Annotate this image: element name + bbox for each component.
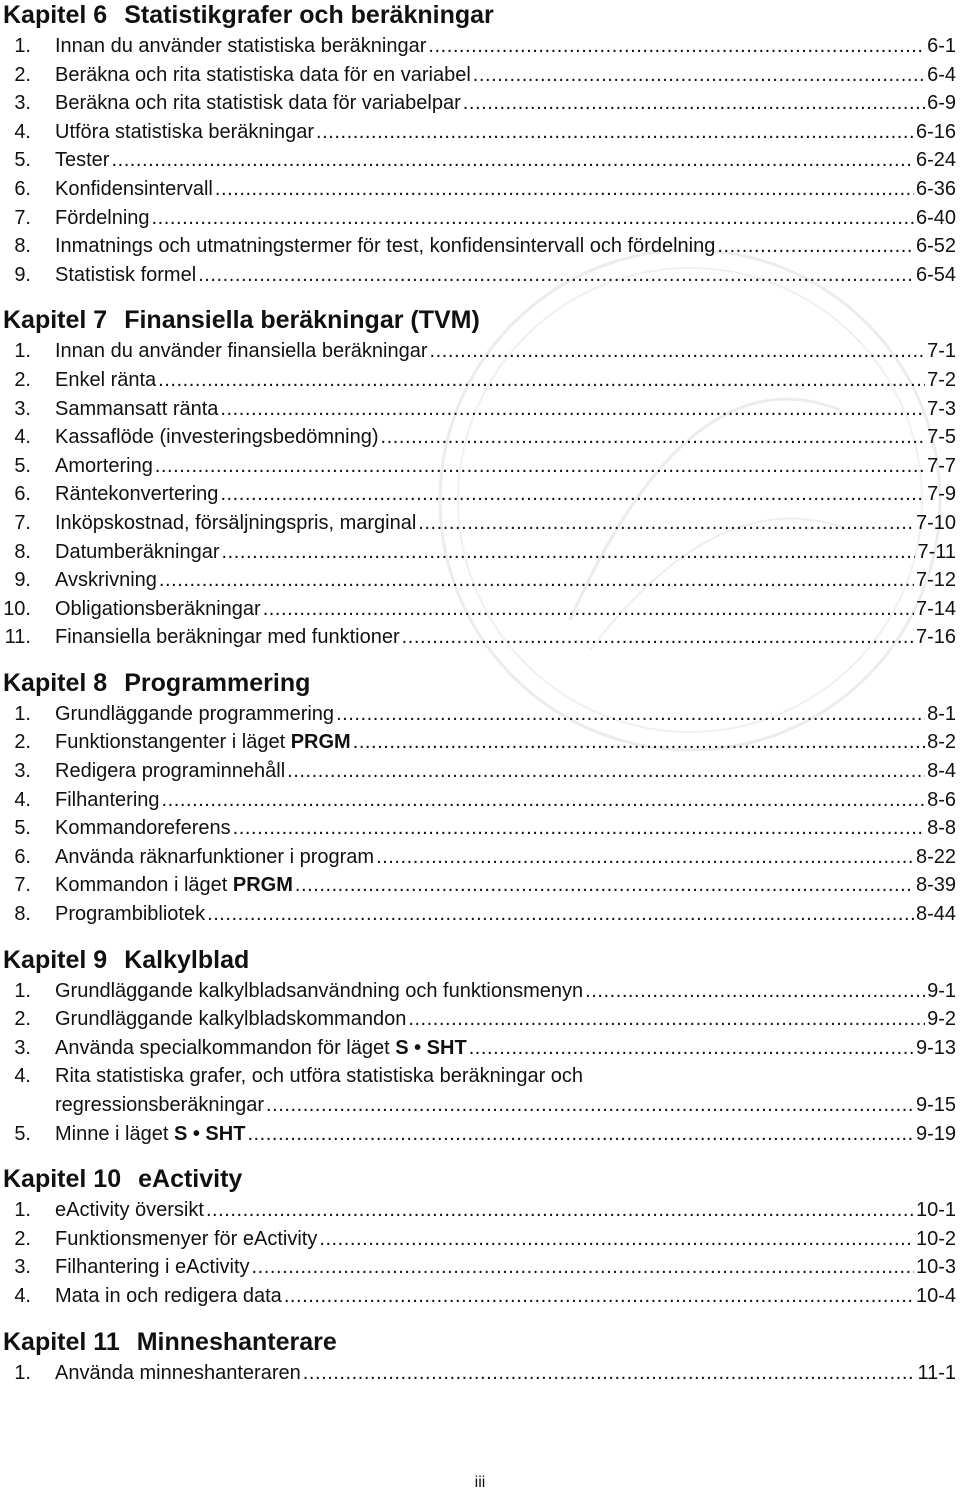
toc-entry[interactable] xyxy=(3,337,956,366)
dot-leader xyxy=(152,204,914,233)
entry-number: 8. xyxy=(14,903,31,926)
toc-entry[interactable] xyxy=(3,728,956,757)
chapter-section xyxy=(3,1164,956,1310)
toc-entry[interactable] xyxy=(3,261,956,290)
dot-leader xyxy=(220,395,925,424)
entry-page-number: 8-44 xyxy=(915,903,956,926)
entry-title xyxy=(55,1120,245,1149)
entry-page-number: 6-4 xyxy=(927,63,956,86)
dot-leader xyxy=(284,1282,914,1311)
entry-number: 11. xyxy=(4,626,31,649)
entry-page-number: 11-1 xyxy=(917,1361,956,1384)
entry-number: 8. xyxy=(14,540,31,563)
entry-number: 1. xyxy=(14,702,31,725)
entry-title-text: Beräkna och rita statistiska data för en variabel xyxy=(55,63,471,86)
entry-title xyxy=(55,61,471,90)
entry-number: 3. xyxy=(14,1036,31,1059)
chapter-section xyxy=(3,1327,956,1388)
entry-page-number: 6-54 xyxy=(915,263,956,286)
entry-page-number: 9-19 xyxy=(915,1122,956,1145)
entry-title xyxy=(55,1282,282,1311)
entry-title-text: Filhantering xyxy=(55,788,160,811)
entry-title xyxy=(55,1359,301,1388)
entry-number: 2. xyxy=(14,368,31,391)
dot-leader xyxy=(353,728,925,757)
toc-entry[interactable] xyxy=(3,61,956,90)
entry-number: 2. xyxy=(14,1008,31,1031)
entry-title-text: Funktionsmenyer för eActivity xyxy=(55,1227,318,1250)
entry-number: 3. xyxy=(14,1256,31,1279)
chapter-number: Kapitel 6 xyxy=(3,1,108,29)
entry-title-text: Kommandon i läget xyxy=(55,874,233,897)
entry-page-number: 6-16 xyxy=(915,120,956,143)
entry-title-text: eActivity översikt xyxy=(55,1199,204,1222)
entry-number: 5. xyxy=(14,454,31,477)
entry-title xyxy=(55,623,400,652)
dot-leader xyxy=(402,623,914,652)
entry-title xyxy=(55,1034,467,1063)
entry-number: 9. xyxy=(14,569,31,592)
toc-entry[interactable] xyxy=(3,452,956,481)
entry-number: 8. xyxy=(14,235,31,258)
entry-title-text: Innan du använder statistiska beräkningar xyxy=(55,35,427,57)
entry-page-number: 6-40 xyxy=(915,206,956,229)
entry-number: 4. xyxy=(14,120,31,143)
toc-entry[interactable] xyxy=(3,204,956,233)
entry-page-number: 7-3 xyxy=(927,397,956,420)
entry-page-number: 7-2 xyxy=(927,368,956,391)
entry-number: 2. xyxy=(14,63,31,86)
dot-leader xyxy=(155,452,925,481)
toc-entry[interactable] xyxy=(3,1253,956,1282)
chapter-heading xyxy=(3,0,956,30)
dot-leader xyxy=(159,566,914,595)
entry-number: 7. xyxy=(14,874,31,897)
entry-page-number: 6-36 xyxy=(915,177,956,200)
toc-entry[interactable] xyxy=(3,814,956,843)
entry-page-number: 7-16 xyxy=(915,626,956,649)
toc-entry[interactable] xyxy=(3,595,956,624)
entry-title-text: Innan du använder finansiella beräkningar xyxy=(55,340,428,363)
entry-title-continued: regressionsberäkningar xyxy=(55,1094,265,1116)
entry-title-text: Kassaflöde (investeringsbedömning) xyxy=(55,426,379,449)
entry-number: 2. xyxy=(14,731,31,754)
entry-title xyxy=(55,728,351,757)
entry-title xyxy=(55,1005,406,1034)
chapter-number: Kapitel 7 xyxy=(3,306,108,335)
entry-page-number: 7-9 xyxy=(927,483,956,506)
toc-entry[interactable] xyxy=(3,566,956,595)
entry-title xyxy=(55,538,220,567)
dot-leader xyxy=(287,757,925,786)
toc-entry[interactable] xyxy=(3,175,956,204)
entry-number: 3. xyxy=(14,397,31,420)
entry-number: 4. xyxy=(14,426,31,449)
entry-page-number: 8-1 xyxy=(927,702,956,725)
entry-number: 1. xyxy=(14,340,31,363)
dot-leader xyxy=(295,871,914,900)
entry-page-number: 6-24 xyxy=(915,149,956,172)
toc-entry[interactable] xyxy=(3,118,956,147)
entry-title xyxy=(55,977,583,1006)
dot-leader xyxy=(430,337,926,366)
entry-title xyxy=(55,1253,250,1282)
toc-entry[interactable] xyxy=(3,1359,956,1388)
dot-leader xyxy=(303,1359,916,1388)
entry-number: 9. xyxy=(14,263,31,286)
entry-title xyxy=(55,843,374,872)
dot-leader xyxy=(158,366,925,395)
entry-page-number: 7-5 xyxy=(927,426,956,449)
dot-leader xyxy=(206,1196,914,1225)
chapter-title: Minneshanterare xyxy=(136,1327,337,1356)
entry-title xyxy=(55,700,334,729)
dot-leader xyxy=(469,1034,914,1063)
entry-title xyxy=(55,871,293,900)
entry-title-text: Programbibliotek xyxy=(55,903,206,926)
entry-number: 10. xyxy=(3,597,31,620)
chapter-title: eActivity xyxy=(138,1165,243,1194)
chapter-number: Kapitel 8 xyxy=(3,668,108,697)
chapter-section xyxy=(3,668,956,929)
entry-title-text: Redigera programinnehåll xyxy=(55,760,286,783)
entry-number: 4. xyxy=(14,788,31,811)
entry-title-text: Obligationsberäkningar xyxy=(55,597,261,620)
entry-number: 6. xyxy=(14,483,31,506)
dot-leader xyxy=(111,146,914,175)
dot-leader xyxy=(408,1005,925,1034)
entry-title xyxy=(55,423,379,452)
entry-page-number: 7-11 xyxy=(917,540,956,563)
entry-page-number: 7-7 xyxy=(927,454,956,477)
entry-title xyxy=(55,175,213,204)
entry-title xyxy=(55,900,205,929)
chapter-heading xyxy=(3,1164,956,1194)
dot-leader xyxy=(220,480,925,509)
entry-number: 5. xyxy=(14,149,31,172)
chapter-heading xyxy=(3,945,956,975)
entry-title-text: Inmatnings och utmatningstermer för test, konfidensintervall och fördelning xyxy=(55,235,716,258)
entry-page-number: 9-1 xyxy=(927,979,956,1002)
entry-title xyxy=(55,757,285,786)
entry-title-mode: S • SHT xyxy=(395,1036,467,1059)
entry-title xyxy=(55,146,109,175)
toc-entry[interactable] xyxy=(3,89,956,118)
entry-number: 3. xyxy=(14,760,31,783)
entry-number: 2. xyxy=(14,1227,31,1250)
entry-page-number: 7-14 xyxy=(915,597,956,620)
toc-entry[interactable] xyxy=(3,757,956,786)
entry-number: 6. xyxy=(14,845,31,868)
dot-leader xyxy=(247,1120,914,1149)
entry-title-text: Filhantering i eActivity xyxy=(55,1256,250,1279)
entry-page-number: 8-39 xyxy=(915,874,956,897)
chapter-section xyxy=(3,305,956,652)
chapter-heading xyxy=(3,668,956,698)
entry-page-number: 10-3 xyxy=(915,1256,956,1279)
dot-leader xyxy=(376,843,914,872)
toc-entry[interactable] xyxy=(3,1005,956,1034)
dot-leader xyxy=(207,900,914,929)
toc-entry[interactable] xyxy=(3,423,956,452)
entry-title-text: Avskrivning xyxy=(55,569,157,592)
dot-leader xyxy=(473,61,925,90)
entry-number: 4. xyxy=(14,1284,31,1307)
entry-page-number: 9-2 xyxy=(927,1008,956,1031)
entry-title xyxy=(55,337,428,366)
entry-number: 3. xyxy=(14,92,31,115)
dot-leader xyxy=(266,1091,914,1120)
entry-title-text: Konfidensintervall xyxy=(55,177,213,200)
toc-entry[interactable] xyxy=(3,1196,956,1225)
entry-title-text: Enkel ränta xyxy=(55,368,157,391)
entry-number: 1. xyxy=(14,1199,31,1222)
entry-title xyxy=(55,814,231,843)
entry-page-number: 8-6 xyxy=(927,788,956,811)
entry-title-text: Grundläggande kalkylbladsanvändning och funktionsmenyn xyxy=(55,979,584,1002)
entry-title xyxy=(55,395,218,424)
chapter-title: Programmering xyxy=(124,668,311,697)
entry-number: 5. xyxy=(14,817,31,840)
toc-entry[interactable] xyxy=(3,871,956,900)
entry-title xyxy=(55,261,196,290)
toc-entry[interactable] xyxy=(3,843,956,872)
entry-number: 1. xyxy=(14,35,31,57)
toc-entry[interactable] xyxy=(3,900,956,929)
dot-leader xyxy=(263,595,914,624)
toc-entry[interactable] xyxy=(3,32,956,61)
toc-entry[interactable] xyxy=(3,700,956,729)
dot-leader xyxy=(463,89,925,118)
chapter-title: Finansiella beräkningar (TVM) xyxy=(124,306,480,335)
entry-title-text: Funktionstangenter i läget xyxy=(55,731,291,754)
entry-title xyxy=(55,1225,317,1254)
entry-title-text: Räntekonvertering xyxy=(55,483,219,506)
entry-title xyxy=(55,1065,583,1087)
entry-title xyxy=(55,1196,204,1225)
entry-title-text: Beräkna och rita statistisk data för variabelpar xyxy=(55,92,461,115)
entry-number: 6. xyxy=(14,177,31,200)
entry-title-text: Utföra statistiska beräkningar xyxy=(55,120,315,143)
toc-entry[interactable] xyxy=(3,538,956,567)
entry-title-text: Amortering xyxy=(55,454,153,477)
entry-title-mode: PRGM xyxy=(232,874,293,897)
dot-leader xyxy=(252,1253,914,1282)
chapter-number: Kapitel 10 xyxy=(3,1165,122,1194)
entry-page-number: 9-15 xyxy=(915,1094,956,1116)
entry-title xyxy=(55,366,156,395)
entry-title-mode: PRGM xyxy=(290,731,351,754)
dot-leader xyxy=(319,1225,914,1254)
entry-page-number: 9-13 xyxy=(915,1036,956,1059)
toc-entry[interactable] xyxy=(3,1120,956,1149)
chapter-heading xyxy=(3,305,956,335)
entry-title-text: Använda specialkommandon för läget xyxy=(55,1036,396,1059)
entry-title-text: Mata in och redigera data xyxy=(55,1284,282,1307)
dot-leader xyxy=(162,786,926,815)
entry-number: 4. xyxy=(14,1065,31,1088)
entry-page-number: 7-12 xyxy=(915,569,956,592)
entry-title xyxy=(55,204,150,233)
dot-leader xyxy=(418,509,914,538)
entry-number: 7. xyxy=(14,206,31,229)
toc-entry[interactable] xyxy=(3,1062,956,1119)
toc-entry[interactable] xyxy=(3,977,956,1006)
table-of-contents xyxy=(3,0,956,1387)
entry-page-number: 6-1 xyxy=(927,35,956,57)
chapter-section xyxy=(3,0,956,289)
entry-title xyxy=(55,480,218,509)
entry-title xyxy=(55,595,261,624)
entry-title xyxy=(55,118,314,147)
toc-entry[interactable] xyxy=(3,146,956,175)
entry-title-text: Grundläggande kalkylbladskommandon xyxy=(55,1008,407,1031)
page-number: iii xyxy=(474,1474,486,1491)
entry-title-text: Datumberäkningar xyxy=(55,540,220,563)
entry-title xyxy=(55,89,461,118)
entry-title xyxy=(55,232,715,261)
dot-leader xyxy=(381,423,926,452)
toc-entry[interactable] xyxy=(3,509,956,538)
entry-page-number: 8-2 xyxy=(927,731,956,754)
entry-title-text: Tester xyxy=(55,149,110,172)
entry-page-number: 6-52 xyxy=(915,235,956,258)
entry-title-text: Fördelning xyxy=(55,206,150,229)
entry-page-number: 10-2 xyxy=(915,1227,956,1250)
dot-leader xyxy=(336,700,925,729)
toc-entry[interactable] xyxy=(3,1225,956,1254)
entry-title-text: Statistisk formel xyxy=(55,263,197,286)
entry-page-number: 10-4 xyxy=(915,1284,956,1307)
entry-title-text: Sammansatt ränta xyxy=(55,397,219,420)
toc-entry[interactable] xyxy=(3,480,956,509)
entry-title xyxy=(55,452,153,481)
entry-page-number: 8-4 xyxy=(927,760,956,783)
dot-leader xyxy=(717,232,914,261)
entry-title-text: Kommandoreferens xyxy=(55,817,231,840)
entry-title xyxy=(55,786,160,815)
entry-title-text: Minne i läget xyxy=(55,1122,174,1145)
chapter-number: Kapitel 11 xyxy=(3,1327,120,1356)
entry-number: 7. xyxy=(14,511,31,534)
toc-entry[interactable] xyxy=(3,395,956,424)
toc-entry[interactable] xyxy=(3,232,956,261)
chapter-title: Statistikgrafer och beräkningar xyxy=(124,1,494,29)
entry-number: 5. xyxy=(14,1122,31,1145)
dot-leader xyxy=(233,814,925,843)
entry-number: 1. xyxy=(14,1361,31,1384)
entry-number: 1. xyxy=(14,979,31,1002)
toc-entry[interactable] xyxy=(3,1034,956,1063)
toc-entry[interactable] xyxy=(3,786,956,815)
dot-leader xyxy=(316,118,914,147)
entry-page-number: 8-22 xyxy=(915,845,956,868)
entry-title-mode: S • SHT xyxy=(173,1122,246,1145)
entry-title xyxy=(55,509,416,538)
dot-leader xyxy=(428,32,925,61)
dot-leader xyxy=(198,261,914,290)
dot-leader xyxy=(215,175,914,204)
entry-page-number: 7-10 xyxy=(915,511,956,534)
entry-title-text: Använda räknarfunktioner i program xyxy=(55,845,375,868)
entry-title-text: Finansiella beräkningar med funktioner xyxy=(55,626,400,649)
dot-leader xyxy=(585,977,925,1006)
entry-page-number: 6-9 xyxy=(927,92,956,115)
toc-entry[interactable] xyxy=(3,366,956,395)
entry-title-text: Rita statistiska grafer, och utföra statistiska beräkningar och xyxy=(55,1065,584,1088)
chapter-title: Kalkylblad xyxy=(124,945,250,974)
entry-title-text: Inköpskostnad, försäljningspris, marginal xyxy=(55,511,417,534)
entry-title xyxy=(55,566,157,595)
toc-entry[interactable] xyxy=(3,623,956,652)
entry-title xyxy=(55,32,426,61)
entry-page-number: 7-1 xyxy=(927,340,956,363)
chapter-heading xyxy=(3,1327,956,1357)
entry-page-number: 10-1 xyxy=(915,1199,956,1222)
chapter-number: Kapitel 9 xyxy=(3,945,108,974)
toc-entry[interactable] xyxy=(3,1282,956,1311)
entry-title-text: Grundläggande programmering xyxy=(55,702,335,725)
entry-page-number: 8-8 xyxy=(927,817,956,840)
dot-leader xyxy=(222,538,916,567)
entry-title-text: Använda minneshanteraren xyxy=(55,1361,301,1384)
chapter-section xyxy=(3,945,956,1149)
